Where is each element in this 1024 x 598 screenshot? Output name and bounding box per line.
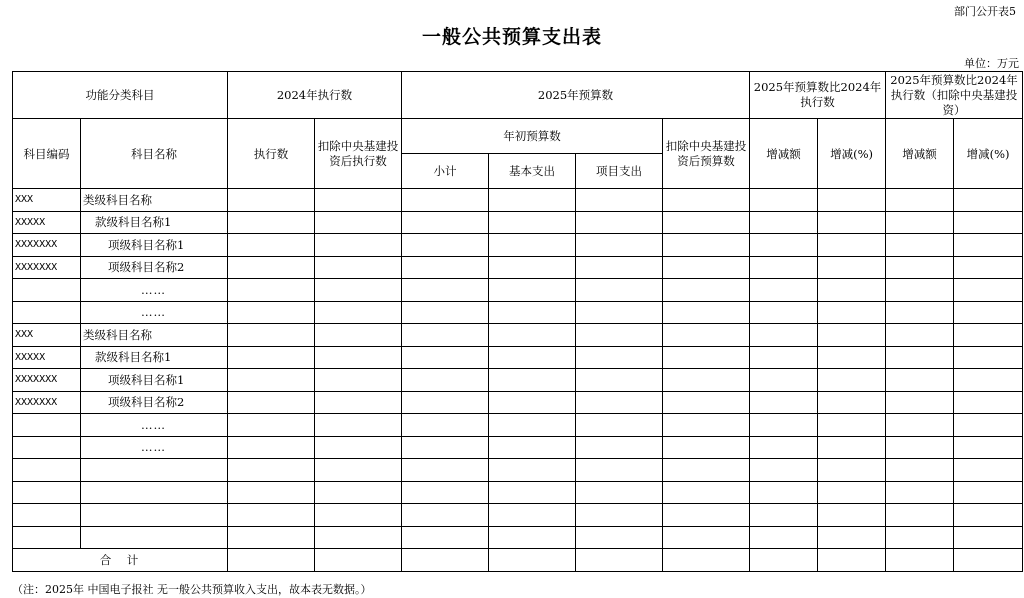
subject-name-cell: 项级科目名称1 (81, 369, 228, 392)
value-cell (576, 414, 663, 437)
value-cell (228, 369, 315, 392)
value-cell (489, 391, 576, 414)
subject-name-cell: 款级科目名称1 (81, 211, 228, 234)
value-cell (886, 234, 954, 257)
value-cell (818, 256, 886, 279)
value-cell (886, 391, 954, 414)
value-cell (402, 391, 489, 414)
value-cell (954, 324, 1023, 347)
value-cell (886, 459, 954, 482)
value-cell (576, 436, 663, 459)
page-title: 一般公共预算支出表 (421, 26, 602, 48)
subject-name-cell: …… (81, 436, 228, 459)
value-cell (315, 211, 402, 234)
value-cell (954, 414, 1023, 437)
value-cell (750, 526, 818, 549)
subject-name-cell: 项级科目名称1 (81, 234, 228, 257)
value-cell (886, 504, 954, 527)
header-exec-excl: 扣除中央基建投资后执行数 (315, 119, 402, 189)
value-cell (402, 279, 489, 302)
header-compare-excl: 2025年预算数比2024年执行数（扣除中央基建投资） (886, 72, 1023, 119)
value-cell (750, 436, 818, 459)
subject-code-cell: XXXXXXX (13, 256, 81, 279)
value-cell (954, 346, 1023, 369)
value-cell (818, 301, 886, 324)
value-cell (576, 211, 663, 234)
subject-name-cell: …… (81, 279, 228, 302)
value-cell (576, 189, 663, 212)
value-cell (228, 346, 315, 369)
value-cell (954, 256, 1023, 279)
value-cell (402, 234, 489, 257)
value-cell (818, 346, 886, 369)
value-cell (818, 279, 886, 302)
value-cell (402, 481, 489, 504)
value-cell (576, 279, 663, 302)
table-row (13, 279, 1023, 302)
total-value-cell (750, 549, 818, 572)
value-cell (489, 234, 576, 257)
total-value-cell (663, 549, 750, 572)
header-exec-2024: 2024年执行数 (228, 72, 402, 119)
value-cell (750, 256, 818, 279)
subject-code-cell (13, 504, 81, 527)
value-cell (315, 346, 402, 369)
subject-name-cell (81, 481, 228, 504)
value-cell (750, 279, 818, 302)
value-cell (315, 301, 402, 324)
value-cell (402, 211, 489, 234)
subject-code-cell: XXXXX (13, 211, 81, 234)
subject-code-cell (13, 436, 81, 459)
value-cell (750, 391, 818, 414)
table-row (13, 346, 1023, 369)
value-cell (402, 189, 489, 212)
value-cell (886, 256, 954, 279)
value-cell (489, 414, 576, 437)
value-cell (663, 391, 750, 414)
value-cell (663, 279, 750, 302)
value-cell (954, 481, 1023, 504)
value-cell (315, 256, 402, 279)
value-cell (315, 391, 402, 414)
total-row (13, 549, 1023, 572)
value-cell (818, 324, 886, 347)
value-cell (818, 504, 886, 527)
total-value-cell (818, 549, 886, 572)
value-cell (315, 414, 402, 437)
value-cell (489, 346, 576, 369)
subject-name-cell (81, 526, 228, 549)
value-cell (228, 414, 315, 437)
table-row (13, 256, 1023, 279)
value-cell (489, 211, 576, 234)
header-budget-2025: 2025年预算数 (402, 72, 750, 119)
value-cell (886, 369, 954, 392)
total-value-cell (315, 549, 402, 572)
value-cell (489, 189, 576, 212)
value-cell (663, 234, 750, 257)
value-cell (228, 234, 315, 257)
table-row (13, 436, 1023, 459)
table-row (13, 391, 1023, 414)
value-cell (489, 436, 576, 459)
value-cell (576, 369, 663, 392)
value-cell (489, 369, 576, 392)
value-cell (228, 189, 315, 212)
value-cell (886, 414, 954, 437)
value-cell (228, 436, 315, 459)
value-cell (750, 211, 818, 234)
value-cell (954, 504, 1023, 527)
value-cell (315, 279, 402, 302)
subject-code-cell (13, 526, 81, 549)
value-cell (576, 391, 663, 414)
value-cell (489, 324, 576, 347)
value-cell (489, 504, 576, 527)
value-cell (663, 526, 750, 549)
value-cell (576, 481, 663, 504)
value-cell (750, 414, 818, 437)
header-change-pct-2: 增减(%) (954, 119, 1023, 189)
subject-name-cell: 款级科目名称1 (81, 346, 228, 369)
header-func-class: 功能分类科目 (13, 72, 228, 119)
table-row (13, 301, 1023, 324)
subject-name-cell: 类级科目名称 (81, 189, 228, 212)
value-cell (750, 481, 818, 504)
value-cell (954, 369, 1023, 392)
value-cell (886, 279, 954, 302)
value-cell (228, 481, 315, 504)
value-cell (818, 189, 886, 212)
value-cell (954, 526, 1023, 549)
header-subject-name: 科目名称 (81, 119, 228, 189)
value-cell (315, 459, 402, 482)
value-cell (663, 256, 750, 279)
total-value-cell (954, 549, 1023, 572)
value-cell (402, 346, 489, 369)
subject-name-cell: …… (81, 414, 228, 437)
table-row (13, 234, 1023, 257)
subject-code-cell (13, 279, 81, 302)
value-cell (228, 211, 315, 234)
value-cell (818, 526, 886, 549)
value-cell (663, 189, 750, 212)
value-cell (886, 211, 954, 234)
value-cell (663, 436, 750, 459)
table-row (13, 189, 1023, 212)
value-cell (954, 234, 1023, 257)
value-cell (315, 234, 402, 257)
value-cell (818, 414, 886, 437)
value-cell (663, 324, 750, 347)
subject-name-cell (81, 504, 228, 527)
value-cell (402, 436, 489, 459)
value-cell (489, 526, 576, 549)
value-cell (663, 459, 750, 482)
subject-code-cell: XXXXXXX (13, 234, 81, 257)
table-row (13, 414, 1023, 437)
value-cell (402, 526, 489, 549)
header-project-expense: 项目支出 (576, 154, 663, 189)
value-cell (750, 234, 818, 257)
value-cell (315, 189, 402, 212)
subject-name-cell: 项级科目名称2 (81, 256, 228, 279)
value-cell (954, 279, 1023, 302)
value-cell (886, 346, 954, 369)
value-cell (818, 481, 886, 504)
value-cell (954, 391, 1023, 414)
subject-name-cell (81, 459, 228, 482)
total-label: 合 计 (13, 549, 228, 572)
header-change-amount-1: 增减额 (750, 119, 818, 189)
footnote: （注：2025年 中国电子报社 无一般公共预算收入支出，故本表无数据。） (12, 583, 372, 596)
value-cell (750, 346, 818, 369)
value-cell (489, 256, 576, 279)
value-cell (402, 459, 489, 482)
table-number-label: 部门公开表5 (954, 5, 1016, 18)
subject-name-cell: 项级科目名称2 (81, 391, 228, 414)
value-cell (886, 526, 954, 549)
table-row (13, 324, 1023, 347)
table-row (13, 211, 1023, 234)
value-cell (576, 324, 663, 347)
value-cell (663, 369, 750, 392)
value-cell (750, 504, 818, 527)
value-cell (228, 391, 315, 414)
subject-code-cell (13, 414, 81, 437)
subject-code-cell (13, 301, 81, 324)
header-change-amount-2: 增减额 (886, 119, 954, 189)
value-cell (576, 504, 663, 527)
total-value-cell (489, 549, 576, 572)
value-cell (818, 369, 886, 392)
header-subject-code: 科目编码 (13, 119, 81, 189)
value-cell (489, 279, 576, 302)
value-cell (954, 189, 1023, 212)
value-cell (818, 436, 886, 459)
value-cell (402, 369, 489, 392)
value-cell (489, 459, 576, 482)
value-cell (576, 256, 663, 279)
header-exec-amount: 执行数 (228, 119, 315, 189)
subject-code-cell: XXXXXXX (13, 391, 81, 414)
value-cell (228, 256, 315, 279)
total-value-cell (402, 549, 489, 572)
value-cell (315, 324, 402, 347)
value-cell (886, 301, 954, 324)
header-initial-budget: 年初预算数 (402, 119, 663, 154)
value-cell (886, 481, 954, 504)
value-cell (886, 189, 954, 212)
header-budget-excl: 扣除中央基建投资后预算数 (663, 119, 750, 189)
value-cell (315, 436, 402, 459)
header-subtotal: 小计 (402, 154, 489, 189)
value-cell (402, 301, 489, 324)
subject-name-cell: 类级科目名称 (81, 324, 228, 347)
value-cell (954, 459, 1023, 482)
value-cell (954, 211, 1023, 234)
total-value-cell (576, 549, 663, 572)
value-cell (818, 234, 886, 257)
value-cell (315, 369, 402, 392)
value-cell (576, 526, 663, 549)
value-cell (402, 324, 489, 347)
header-compare-exec: 2025年预算数比2024年执行数 (750, 72, 886, 119)
value-cell (576, 346, 663, 369)
value-cell (663, 301, 750, 324)
value-cell (315, 504, 402, 527)
value-cell (576, 301, 663, 324)
value-cell (750, 459, 818, 482)
value-cell (315, 526, 402, 549)
value-cell (750, 301, 818, 324)
value-cell (818, 459, 886, 482)
header-basic-expense: 基本支出 (489, 154, 576, 189)
value-cell (954, 301, 1023, 324)
value-cell (954, 436, 1023, 459)
subject-code-cell: XXXXXXX (13, 369, 81, 392)
value-cell (402, 504, 489, 527)
total-value-cell (228, 549, 315, 572)
value-cell (228, 324, 315, 347)
subject-code-cell: XXXXX (13, 346, 81, 369)
value-cell (402, 414, 489, 437)
subject-name-cell: …… (81, 301, 228, 324)
value-cell (663, 346, 750, 369)
subject-code-cell (13, 481, 81, 504)
unit-label: 单位：万元 (964, 57, 1019, 70)
value-cell (886, 324, 954, 347)
budget-table (12, 71, 1023, 572)
table-row (13, 459, 1023, 482)
value-cell (818, 391, 886, 414)
value-cell (489, 301, 576, 324)
value-cell (228, 526, 315, 549)
value-cell (576, 234, 663, 257)
value-cell (663, 504, 750, 527)
value-cell (228, 459, 315, 482)
value-cell (402, 256, 489, 279)
subject-code-cell: XXX (13, 189, 81, 212)
value-cell (576, 459, 663, 482)
table-row (13, 526, 1023, 549)
value-cell (228, 279, 315, 302)
table-row (13, 369, 1023, 392)
value-cell (663, 481, 750, 504)
value-cell (818, 211, 886, 234)
value-cell (228, 504, 315, 527)
value-cell (489, 481, 576, 504)
subject-code-cell (13, 459, 81, 482)
value-cell (750, 324, 818, 347)
table-row (13, 504, 1023, 527)
value-cell (228, 301, 315, 324)
subject-code-cell: XXX (13, 324, 81, 347)
value-cell (663, 211, 750, 234)
value-cell (750, 189, 818, 212)
header-change-pct-1: 增减(%) (818, 119, 886, 189)
value-cell (750, 369, 818, 392)
total-value-cell (886, 549, 954, 572)
value-cell (315, 481, 402, 504)
table-row (13, 481, 1023, 504)
value-cell (663, 414, 750, 437)
value-cell (886, 436, 954, 459)
